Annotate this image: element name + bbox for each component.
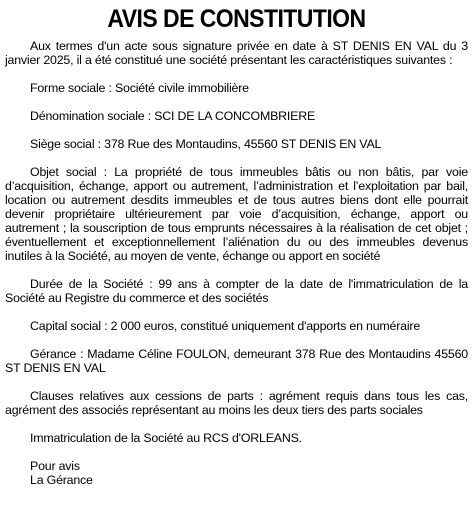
registration-paragraph: Immatriculation de la Société au RCS d'ORLEANS.	[30, 431, 302, 445]
duration-paragraph: Durée de la Société : 99 ans à compter de la date de l'immatriculation de la Société au Registre du commerce et des sociétés	[5, 277, 468, 305]
share-transfer-clause-paragraph: Clauses relatives aux cessions de parts : agrément requis dans tous les cas, agrément des associés représentant au moins les deux tiers des parts sociales	[5, 389, 468, 417]
management-paragraph: Gérance : Madame Céline FOULON, demeurant 378 Rue des Montaudins 45560 ST DENIS EN VAL	[5, 347, 468, 375]
share-capital-paragraph: Capital social : 2 000 euros, constitué uniquement d'apports en numéraire	[30, 319, 421, 333]
closing-for-notice: Pour avis	[30, 459, 80, 473]
closing-signature	[5, 459, 468, 487]
company-name-paragraph: Dénomination sociale : SCI DE LA CONCOMBRIERE	[30, 109, 316, 123]
registered-office-paragraph: Siège social : 378 Rue des Montaudins, 45560 ST DENIS EN VAL	[30, 137, 382, 151]
legal-form-paragraph: Forme sociale : Société civile immobilière	[30, 81, 249, 95]
intro-paragraph: Aux termes d'un acte sous signature privée en date à ST DENIS EN VAL du 3 janvier 2025, il a été constitué une société présentant les caractéristiques suivantes :	[5, 39, 468, 67]
notice-title: AVIS DE CONSTITUTION	[107, 5, 366, 33]
legal-notice	[5, 4, 468, 487]
corporate-purpose-paragraph: Objet social : La propriété de tous immeubles bâtis ou non bâtis, par voie d’acquisition, échange, apport ou autrement, l’administration et l’exploitation par bail, location ou autrement desdits immeubles et de tous autres biens dont elle pourrait devenir propriétaire ultérieurement par voie d’acquisition, échange, apport ou autrement ; la souscription de tous emprunts nécessaires à la réalisation de cet objet ; éventuellement et exceptionnellement l’aliénation du ou des immeubles devenus inutiles à la Société, au moyen de vente, échange ou apport en société	[5, 165, 468, 263]
closing-signatory: La Gérance	[30, 473, 93, 487]
